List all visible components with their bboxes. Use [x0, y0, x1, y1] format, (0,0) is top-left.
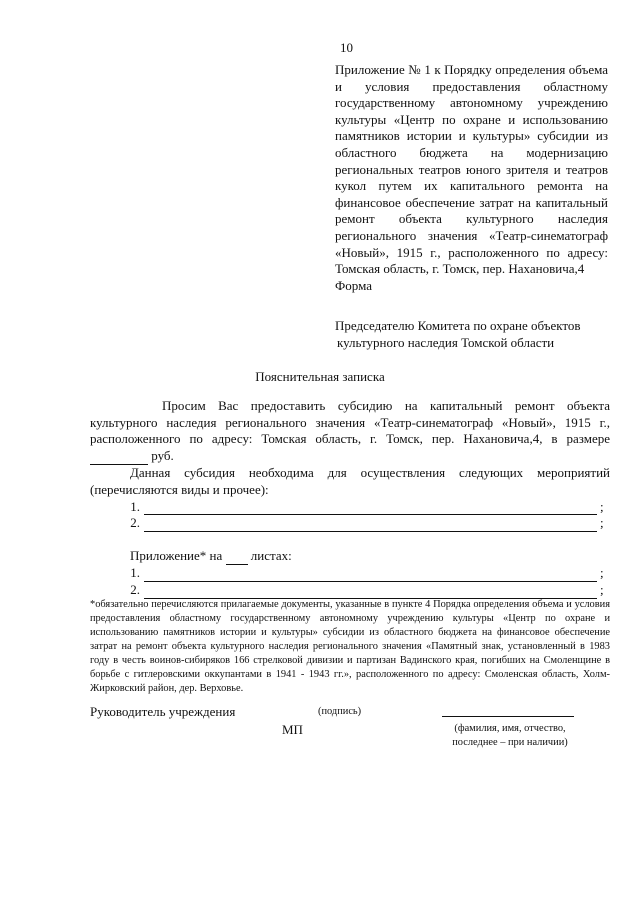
page-number: 10 [340, 40, 353, 55]
name-hint-line-1: (фамилия, имя, отчество, [454, 723, 566, 734]
activity-blank[interactable] [144, 502, 597, 515]
request-paragraph [90, 398, 610, 465]
signature-hint: (подпись) [318, 706, 362, 717]
signature-label: Руководитель учреждения [90, 704, 236, 719]
line-end: ; [600, 581, 604, 597]
amount-blank[interactable] [90, 448, 148, 466]
attachment-line[interactable] [90, 582, 610, 599]
sheets-count-blank[interactable] [226, 548, 248, 566]
activity-number: 1. [130, 498, 140, 514]
name-hint [440, 722, 580, 750]
form-label: Форма [335, 277, 372, 293]
footnote: *обязательно перечисляются прилагаемые документы, указанные в пункте 4 Порядка определения объема и условия предоставления областному государственному автономному учреждению культуры «Центр по охране и использованию памятников истории и культуры» субсидии из областного бюджета на финансовое обеспечение затрат на ремонт объекта культурного наследия регионального значения «Памятный знак, установленный в 1983 году в честь воинов-сибиряков 166 стрелковой дивизии и партизан Вадинского края, погибших на Смоленщине в борьбе с гитлеровскими оккупантами в 1941 - 1943 гг.», расположенного по адресу: Смоленская область, Холм-Жирковский район, дер. Верховье. [90, 599, 610, 694]
signature-block [90, 704, 610, 764]
recipient-line-1: Председателю Комитета по охране объектов [335, 318, 581, 333]
line-end: ; [600, 498, 604, 514]
attachment-blank[interactable] [144, 569, 597, 582]
name-blank[interactable] [442, 716, 574, 717]
purpose-paragraph: Данная субсидия необходима для осуществления следующих мероприятий (перечисляются виды и прочее): [90, 465, 610, 497]
stamp-placeholder: МП [282, 722, 303, 737]
activity-line[interactable] [90, 515, 610, 532]
request-text: Просим Вас предоставить субсидию на капитальный ремонт объекта культурного наследия регионального значения «Театр-синематограф «Новый», 1915 г., расположенного по адресу: Томская область, г. Томск, пер. Нахановича,4, в размере [90, 398, 610, 447]
activity-number: 2. [130, 515, 140, 531]
currency-label: руб. [151, 447, 174, 463]
attachment-number: 1. [130, 565, 140, 581]
document-title: Пояснительная записка [255, 369, 385, 384]
activity-line[interactable] [90, 499, 610, 516]
name-hint-line-2: последнее – при наличии) [452, 737, 568, 748]
attachment-text-start: Приложение* на [130, 547, 223, 563]
recipient-line-2: культурного наследия Томской области [337, 334, 555, 350]
activity-blank[interactable] [144, 519, 597, 532]
attachment-text-end: листах: [250, 547, 292, 563]
attachment-blank[interactable] [144, 586, 597, 599]
appendix-header [335, 62, 608, 294]
attachment-line[interactable] [90, 565, 610, 582]
line-end: ; [600, 565, 604, 581]
line-end: ; [600, 515, 604, 531]
appendix-text: Приложение № 1 к Порядку определения объема и условия предоставления областному государственному автономному учреждению культуры «Центр по охране и использованию памятников истории и культуры» субсидии из областного бюджета на модернизацию региональных театров юного зрителя и театров кукол путем их капитального ремонта на финансовое обеспечение затрат на капитальный ремонт объекта культурного наследия регионального значения «Театр-синематограф «Новый», 1915 г., расположенного по адресу: Томская область, г. Томск, пер. Нахановича,4 [335, 62, 608, 277]
attachment-number: 2. [130, 581, 140, 597]
document-body [90, 398, 610, 599]
attachment-label [90, 548, 610, 566]
recipient-block [335, 318, 620, 351]
